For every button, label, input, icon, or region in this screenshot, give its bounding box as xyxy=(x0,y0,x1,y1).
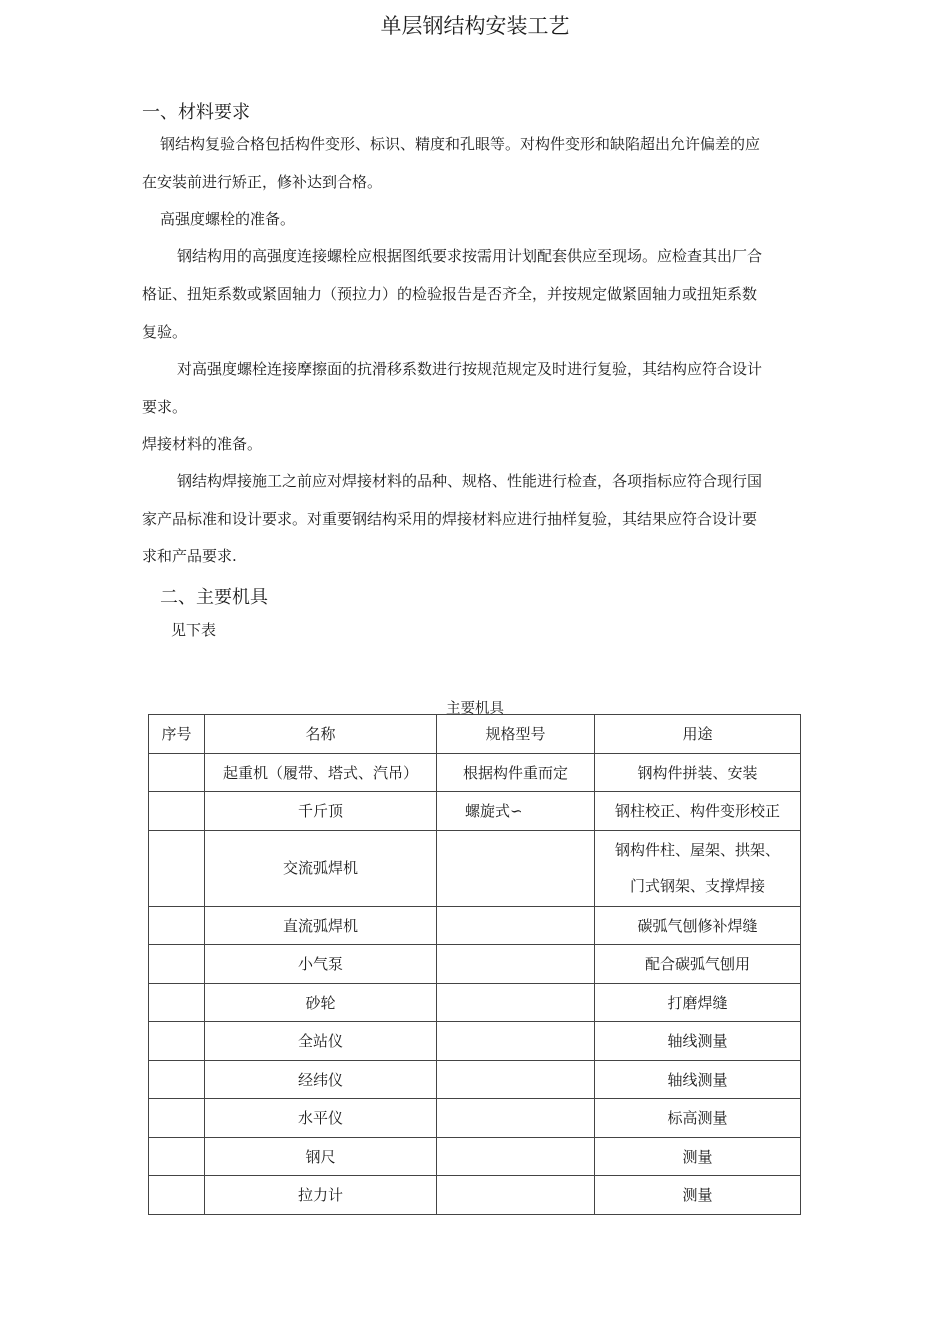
cell-no xyxy=(149,983,205,1022)
header-cell-spec: 规格型号 xyxy=(437,715,595,754)
cell-no xyxy=(149,753,205,792)
cell-use-line: 钢构件柱、屋架、拱架、 xyxy=(614,841,780,859)
cell-use: 碳弧气刨修补焊缝 xyxy=(595,906,801,945)
cell-use: 测量 xyxy=(595,1137,801,1176)
cell-no xyxy=(149,792,205,831)
cell-no xyxy=(149,830,205,906)
header-cell-no: 序号 xyxy=(149,715,205,754)
cell-no xyxy=(149,1137,205,1176)
cell-name: 小气泵 xyxy=(205,945,437,984)
cell-use: 轴线测量 xyxy=(595,1022,801,1061)
cell-use: 测量 xyxy=(595,1176,801,1215)
cell-no xyxy=(149,1099,205,1138)
cell-spec xyxy=(437,983,595,1022)
document-title: 单层钢结构安装工艺 xyxy=(380,14,570,38)
cell-name: 交流弧焊机 xyxy=(205,830,437,906)
cell-use: 钢柱校正、构件变形校正 xyxy=(595,792,801,831)
paragraph-line: 要求。 xyxy=(142,398,188,416)
table-row xyxy=(149,906,801,945)
cell-name: 拉力计 xyxy=(205,1176,437,1215)
table-caption: 主要机具 xyxy=(446,701,504,717)
cell-spec xyxy=(437,1137,595,1176)
header-cell-use: 用途 xyxy=(595,715,801,754)
cell-use: 钢构件拼装、安装 xyxy=(595,753,801,792)
cell-spec xyxy=(437,830,595,906)
cell-spec xyxy=(437,1022,595,1061)
cell-no xyxy=(149,1176,205,1215)
cell-spec xyxy=(437,945,595,984)
table-row xyxy=(149,830,801,906)
header-cell-name: 名称 xyxy=(205,715,437,754)
cell-spec: 螺旋式∽ xyxy=(437,792,595,831)
cell-name: 经纬仪 xyxy=(205,1060,437,1099)
section-2-heading: 二、主要机具 xyxy=(160,587,268,608)
cell-name: 起重机（履带、塔式、汽吊） xyxy=(205,753,437,792)
table-row xyxy=(149,1176,801,1215)
cell-spec xyxy=(437,1176,595,1215)
cell-spec xyxy=(437,1060,595,1099)
paragraph-line: 复验。 xyxy=(142,323,188,341)
table-row xyxy=(149,1022,801,1061)
table-row xyxy=(149,983,801,1022)
cell-name: 千斤顶 xyxy=(205,792,437,831)
cell-use: 轴线测量 xyxy=(595,1060,801,1099)
cell-name: 全站仪 xyxy=(205,1022,437,1061)
paragraph-line: 求和产品要求. xyxy=(142,547,237,565)
table-row xyxy=(149,753,801,792)
table-row xyxy=(149,1060,801,1099)
paragraph-line: 家产品标准和设计要求。对重要钢结构采用的焊接材料应进行抽样复验，其结果应符合设计要 xyxy=(142,510,758,528)
cell-use: 打磨焊缝 xyxy=(595,983,801,1022)
paragraph-line: 格证、扭矩系数或紧固轴力（预拉力）的检验报告是否齐全，并按规定做紧固轴力或扭矩系数 xyxy=(142,285,758,303)
cell-spec xyxy=(437,906,595,945)
tools-table xyxy=(148,714,801,1215)
cell-no xyxy=(149,945,205,984)
paragraph-line: 高强度螺栓的准备。 xyxy=(160,210,296,228)
table-header-row xyxy=(149,715,801,754)
paragraph-line: 对高强度螺栓连接摩擦面的抗滑移系数进行按规范规定及时进行复验，其结构应符合设计 xyxy=(177,360,763,378)
table-row xyxy=(149,945,801,984)
table-row xyxy=(149,792,801,831)
table-row xyxy=(149,1099,801,1138)
cell-no xyxy=(149,1060,205,1099)
cell-name: 钢尺 xyxy=(205,1137,437,1176)
cell-spec: 根据构件重而定 xyxy=(437,753,595,792)
cell-spec xyxy=(437,1099,595,1138)
cell-no xyxy=(149,906,205,945)
cell-use: 标高测量 xyxy=(595,1099,801,1138)
cell-name: 直流弧焊机 xyxy=(205,906,437,945)
cell-name: 砂轮 xyxy=(205,983,437,1022)
cell-use: 配合碳弧气刨用 xyxy=(595,945,801,984)
paragraph-line: 钢结构复验合格包括构件变形、标识、精度和孔眼等。对构件变形和缺陷超出允许偏差的应 xyxy=(160,135,761,153)
section-1-heading: 一、材料要求 xyxy=(142,102,250,123)
paragraph-line: 焊接材料的准备。 xyxy=(142,435,263,453)
paragraph-line: 钢结构用的高强度连接螺栓应根据图纸要求按需用计划配套供应至现场。应检查其出厂合 xyxy=(177,247,763,265)
paragraph-line: 在安装前进行矫正，修补达到合格。 xyxy=(142,173,383,191)
table-row xyxy=(149,1137,801,1176)
cell-use-line: 门式钢架、支撑焊接 xyxy=(629,877,765,895)
cell-use xyxy=(595,830,801,906)
paragraph-line: 钢结构焊接施工之前应对焊接材料的品种、规格、性能进行检查，各项指标应符合现行国 xyxy=(177,472,763,490)
paragraph-line: 见下表 xyxy=(171,621,217,639)
cell-name: 水平仪 xyxy=(205,1099,437,1138)
cell-no xyxy=(149,1022,205,1061)
